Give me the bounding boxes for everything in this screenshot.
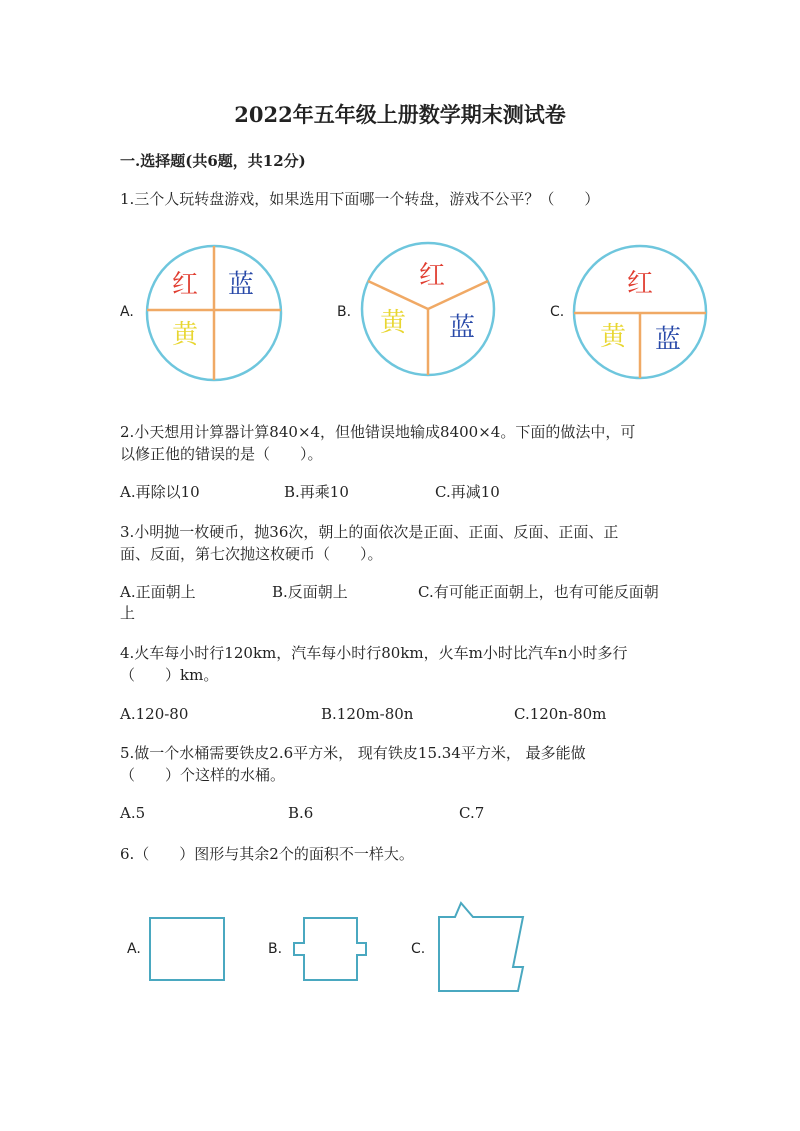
q5-option-b: B.6 (288, 804, 314, 822)
q5-option-a: A.5 (120, 804, 146, 822)
q4-option-c: C.120n-80m (514, 705, 607, 723)
q6-option-b-label: B. (268, 941, 283, 957)
spinner-b-red: 红 (419, 261, 446, 291)
q6-shape-a-rectangle (150, 918, 224, 980)
spinner-b-blue: 蓝 (449, 313, 476, 343)
spinner-c-red: 红 (627, 269, 654, 299)
q6-option-c-label: C. (411, 941, 426, 957)
q2-option-a: A.再除以10 (120, 483, 200, 501)
section-heading: 一.选择题(共6题，共12分) (120, 152, 306, 170)
q1-option-a-label: A. (120, 304, 134, 320)
spinner-a-red: 红 (172, 270, 199, 300)
q3-option-c: C.有可能正面朝上，也有可能反面朝 (418, 583, 659, 601)
q3-option-c-wrap: 上 (120, 604, 136, 622)
page-title: 2022年五年级上册数学期末测试卷 (234, 102, 566, 127)
spinner-a-blue: 蓝 (228, 270, 255, 300)
q2-stem-line2: 以修正他的错误的是（ ）。 (120, 445, 323, 463)
q2-option-c: C.再减10 (435, 483, 500, 501)
spinner-c-yellow: 黄 (600, 322, 627, 352)
q3-option-a: A.正面朝上 (120, 583, 196, 601)
q3-option-b: B.反面朝上 (272, 583, 348, 601)
q3-stem-line2: 面、反面，第七次抛这枚硬币（ ）。 (120, 545, 383, 563)
q4-stem-line1: 4.火车每小时行120km，汽车每小时行80km，火车m小时比汽车n小时多行 (120, 644, 628, 662)
q4-option-a: A.120-80 (120, 705, 189, 723)
q6-shape-b-notched (294, 918, 366, 980)
q6-stem: 6.（ ）图形与其余2个的面积不一样大。 (120, 845, 414, 863)
q2-option-b: B.再乘10 (284, 483, 349, 501)
q1-stem: 1.三个人玩转盘游戏，如果选用下面哪一个转盘，游戏不公平？（ ） (120, 190, 600, 208)
spinner-b-yellow: 黄 (380, 308, 407, 338)
q5-option-c: C.7 (459, 804, 485, 822)
q5-stem-line1: 5.做一个水桶需要铁皮2.6平方米， 现有铁皮15.34平方米， 最多能做 (120, 744, 586, 762)
spinner-c-blue: 蓝 (655, 325, 682, 355)
q1-option-b-label: B. (337, 304, 352, 320)
q5-stem-line2: （ ）个这样的水桶。 (120, 766, 286, 784)
q6-option-a-label: A. (127, 941, 141, 957)
q2-stem-line1: 2.小天想用计算器计算840×4，但他错误地输成8400×4。下面的做法中，可 (120, 423, 636, 441)
q4-option-b: B.120m-80n (321, 705, 414, 723)
q3-stem-line1: 3.小明抛一枚硬币，抛36次，朝上的面依次是正面、正面、反面、正面、正 (120, 523, 619, 541)
spinner-a-yellow: 黄 (172, 320, 199, 350)
q6-shape-c-irregular (439, 903, 523, 991)
q4-stem-line2: （ ）km。 (120, 666, 219, 684)
q1-option-c-label: C. (550, 304, 565, 320)
